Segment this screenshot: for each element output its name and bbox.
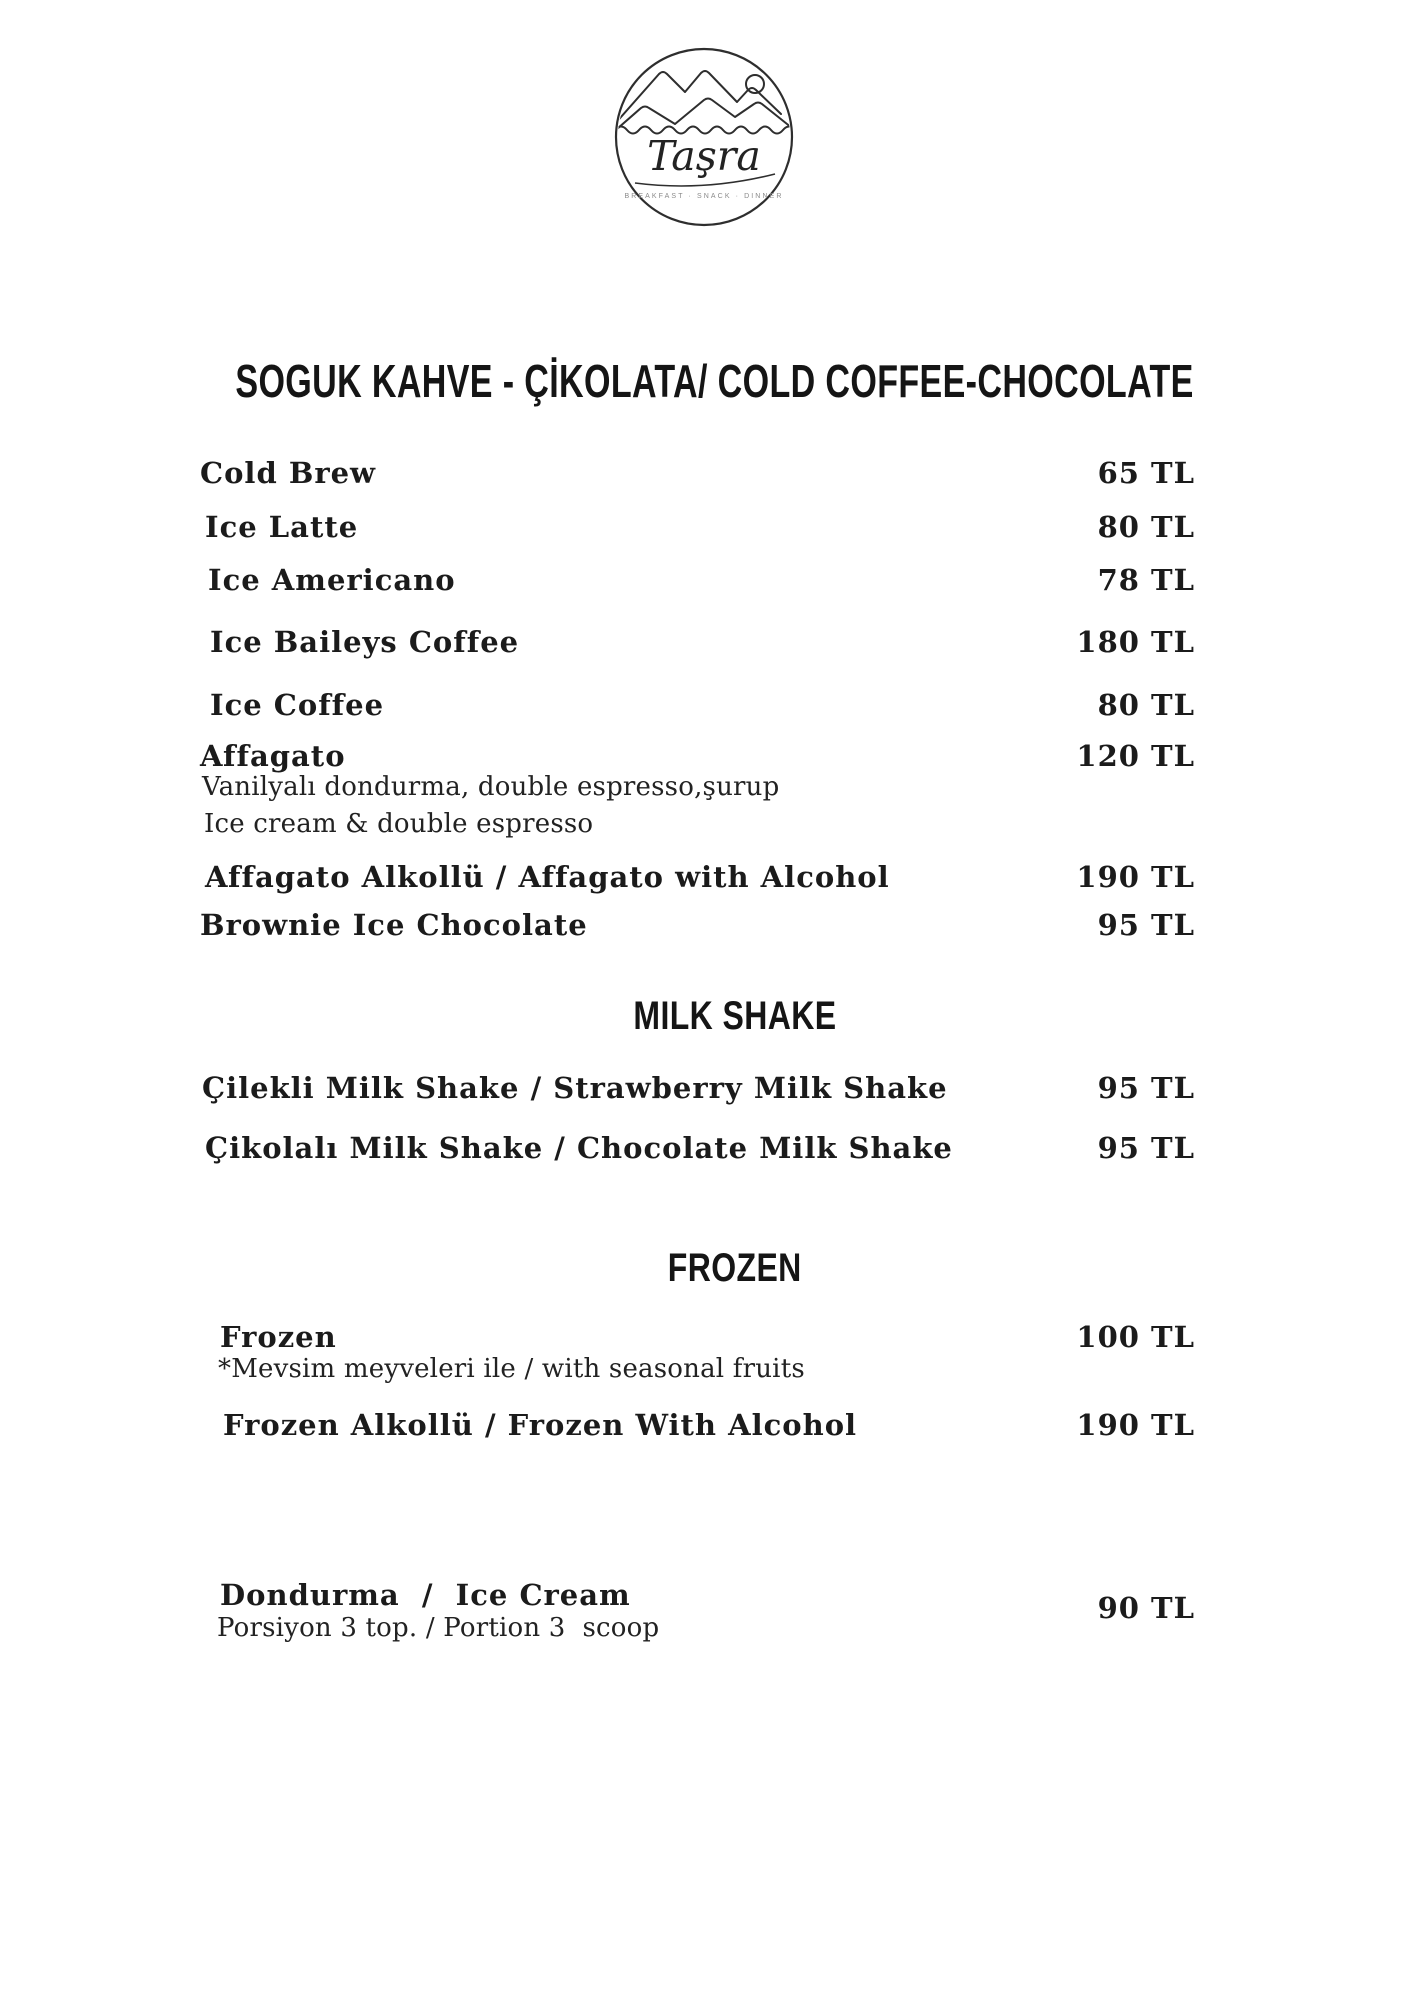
menu-item-row <box>210 626 1195 660</box>
item-price: 90 TL <box>1097 1591 1195 1625</box>
logo-brand-text: Taşra <box>647 132 761 180</box>
item-name: Çilekli Milk Shake / Strawberry Milk Shake <box>202 1071 948 1105</box>
menu-item-row <box>220 1321 1195 1355</box>
menu-item-row <box>200 457 1195 491</box>
item-price: 78 TL <box>1097 563 1195 597</box>
item-name: Ice Americano <box>208 563 456 597</box>
menu-item-row <box>220 1579 954 1613</box>
item-price: 80 TL <box>1097 510 1195 544</box>
item-description: Vanilyalı dondurma, double espresso,şurup <box>202 772 780 802</box>
menu-item-row <box>205 861 1195 895</box>
section-header-text: MILK SHAKE <box>633 994 837 1038</box>
item-name: Ice Baileys Coffee <box>210 625 520 659</box>
item-name: Cold Brew <box>200 456 377 490</box>
item-price: 190 TL <box>1076 860 1195 894</box>
mountains-front-icon <box>609 99 797 137</box>
item-price: 100 TL <box>1076 1320 1195 1354</box>
section-header-text: FROZEN <box>668 1246 802 1290</box>
menu-item-row <box>202 1072 1195 1106</box>
item-name: Affagato <box>200 739 346 773</box>
item-name: Brownie Ice Chocolate <box>200 908 588 942</box>
tasra-logo <box>609 42 799 232</box>
menu-item-row <box>200 740 1195 774</box>
item-price: 80 TL <box>1097 688 1195 722</box>
item-name: Çikolalı Milk Shake / Chocolate Milk Shake <box>205 1131 953 1165</box>
item-name: Ice Latte <box>205 510 359 544</box>
section-title-text: SOGUK KAHVE - ÇİKOLATA/ COLD COFFEE-CHOCOLATE <box>235 355 1195 407</box>
section-header-frozen <box>0 1246 1414 1290</box>
menu-item-row <box>205 511 1195 545</box>
menu-item-row <box>223 1409 1195 1443</box>
menu-item-row <box>205 1132 1195 1166</box>
section-header-milk-shake <box>0 994 1414 1038</box>
section-title-cold-coffee <box>0 356 1414 407</box>
menu-item-row <box>210 689 1195 723</box>
item-price: 65 TL <box>1097 456 1195 490</box>
item-price: 180 TL <box>1076 625 1195 659</box>
item-name: Frozen Alkollü / Frozen With Alcohol <box>223 1408 858 1442</box>
item-price: 95 TL <box>1097 908 1195 942</box>
item-name: Frozen <box>220 1320 337 1354</box>
logo-tagline: BREAKFAST · SNACK · DINNER <box>624 193 784 200</box>
item-price: 120 TL <box>1076 739 1195 773</box>
menu-item-row <box>200 909 1195 943</box>
item-price: 95 TL <box>1097 1071 1195 1105</box>
item-description: Porsiyon 3 top. / Portion 3 scoop <box>217 1613 660 1643</box>
item-name: Ice Coffee <box>210 688 385 722</box>
item-name: Dondurma / Ice Cream <box>220 1578 631 1612</box>
menu-item-row <box>208 564 1195 598</box>
item-name: Affagato Alkollü / Affagato with Alcohol <box>205 860 890 894</box>
item-description: *Mevsim meyveleri ile / with seasonal fruits <box>218 1354 805 1384</box>
item-description: Ice cream & double espresso <box>204 809 594 839</box>
item-price: 95 TL <box>1097 1131 1195 1165</box>
item-price: 190 TL <box>1076 1408 1195 1442</box>
